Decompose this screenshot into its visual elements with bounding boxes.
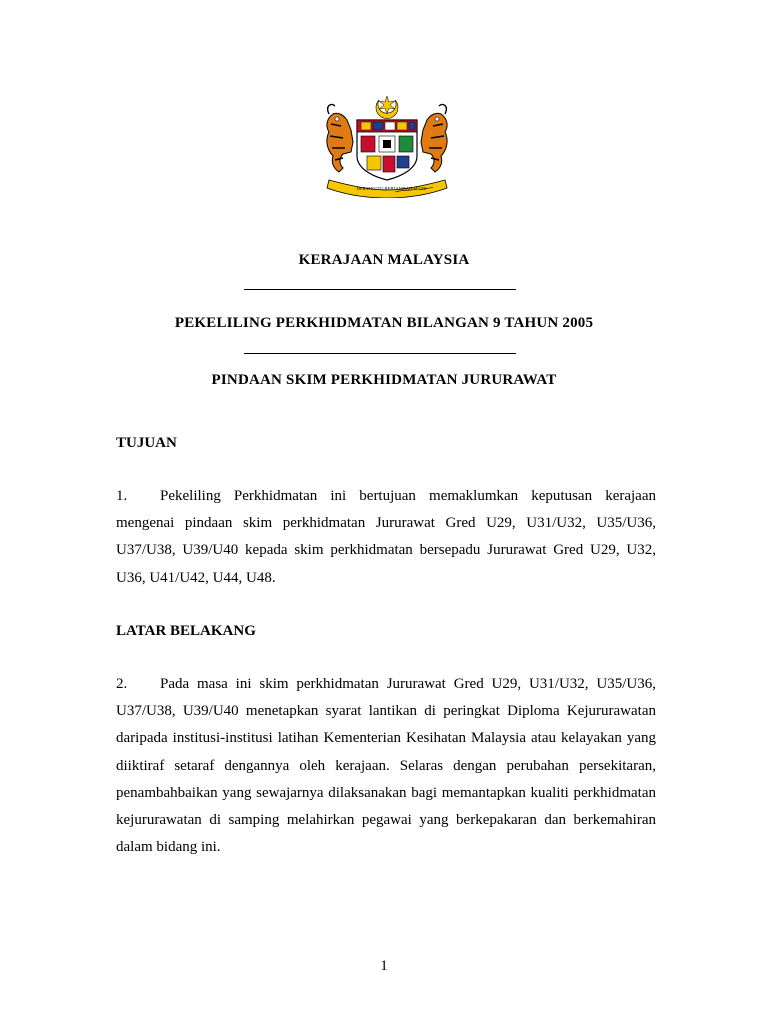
left-tiger-icon [327,104,353,172]
paragraph-number: 1. [116,488,128,504]
motto-scroll-icon [327,180,447,198]
section-heading-latar-belakang: LATAR BELAKANG [116,623,256,639]
circular-divider [244,353,516,354]
document-title: KERAJAAN MALAYSIA [298,252,470,268]
circular-title: PEKELILING PERKHIDMATAN BILANGAN 9 TAHUN 2005 [174,315,594,331]
paragraph-text: Pekeliling Perkhidmatan ini bertujuan memaklumkan keputusan kerajaan mengenai pindaan skim perkhidmatan Jururawat Gred U29, U31/U32, U35/U36, U37/U38, U39/U40 kepada skim perkhidmatan bersepadu Jururawat Gred U29, U32, U36, U41/U42, U44, U48. [116,488,656,586]
subject-heading: PINDAAN SKIM PERKHIDMATAN JURURAWAT [211,372,557,388]
shield-icon [357,120,417,180]
section-heading-tujuan: TUJUAN [116,435,177,451]
title-divider [244,289,516,290]
page-number: 1 [380,958,388,974]
paragraph-1 [116,483,656,592]
paragraph-2 [116,671,656,861]
crescent-star-icon [376,96,398,119]
crest-motto: BERSEKUTU BERTAMBAH MUTU [357,186,427,191]
right-tiger-icon [421,104,447,172]
paragraph-number: 2. [116,676,128,692]
paragraph-text: Pada masa ini skim perkhidmatan Jururawat Gred U29, U31/U32, U35/U36, U37/U38, U39/U40 menetapkan syarat lantikan di peringkat Diploma Kejururawatan daripada institusi-institusi latihan Kementerian Kesihatan Malaysia atau kelayakan yang diiktiraf setaraf dengannya oleh kerajaan. Selaras dengan perubahan persekitaran, penambahbaikan yang sewajarnya dilaksanakan bagi memantapkan kualiti perkhidmatan kejururawatan di samping melahirkan pegawai yang berkepakaran dan berkemahiran dalam bidang ini. [116,676,656,856]
coat-of-arms-icon [321,94,453,198]
